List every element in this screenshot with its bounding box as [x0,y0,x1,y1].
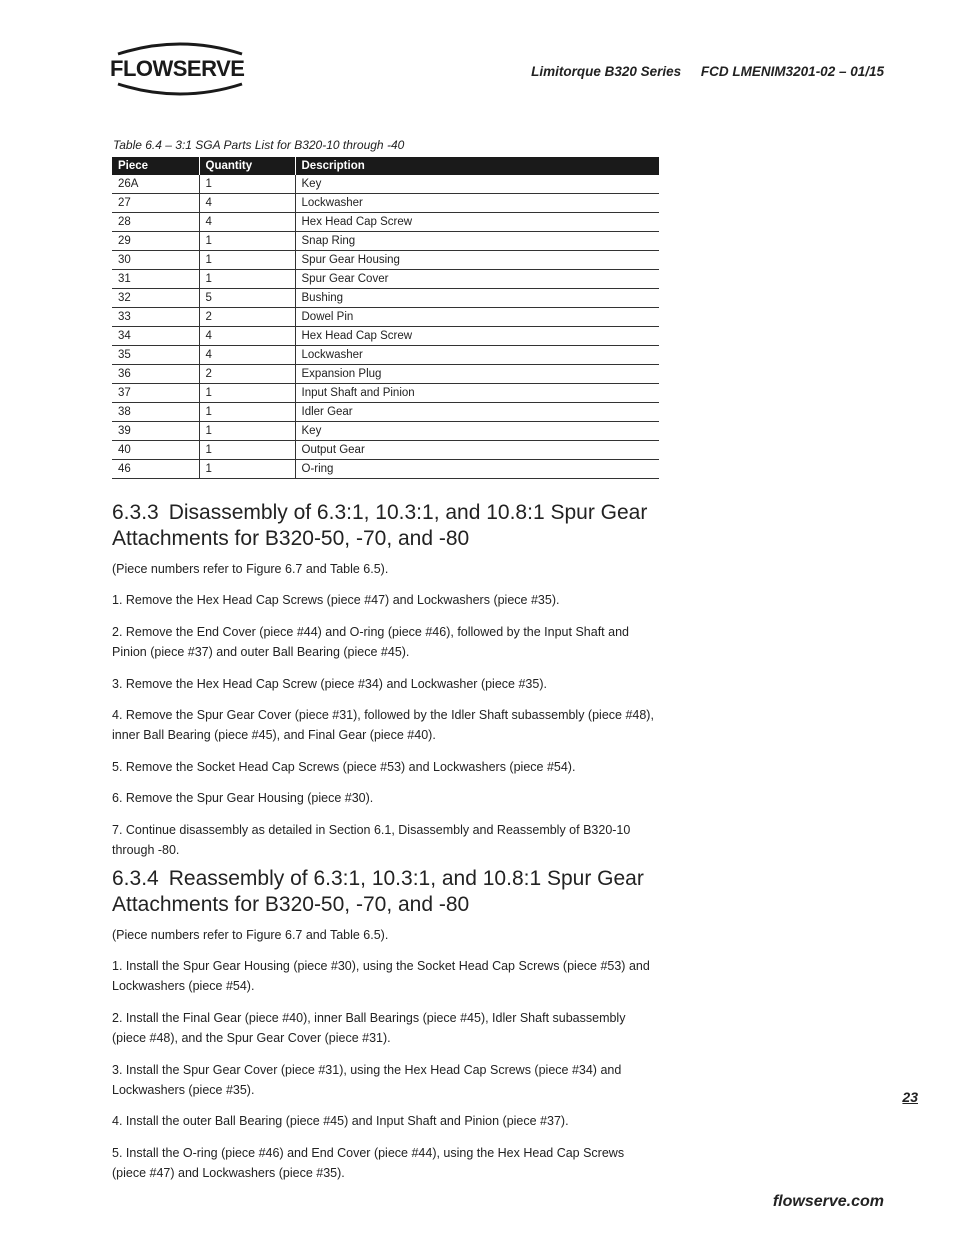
cell-quantity: 4 [199,327,295,346]
section-634-step-3: 3. Install the Spur Gear Cover (piece #31), using the Hex Head Cap Screws (piece #34) and Lockwashers (piece #35). [112,1063,622,1097]
section-633-title-line1: Disassembly of 6.3:1, 10.3:1, and 10.8:1 Spur Gear [168,501,648,524]
cell-piece: 28 [112,213,199,232]
cell-quantity: 2 [199,308,295,327]
cell-piece: 29 [112,232,199,251]
document-code: FCD LMENIM3201-02 – 01/15 [700,64,884,79]
cell-description: Hex Head Cap Screw [295,213,659,232]
cell-piece: 40 [112,441,199,460]
section-634-title-line1: Reassembly of 6.3:1, 10.3:1, and 10.8:1 Spur Gear [168,867,644,890]
cell-quantity: 4 [199,346,295,365]
logo-text: FLOWSERVE [110,56,245,81]
table-row [112,422,659,441]
table-row [112,441,659,460]
table-body [112,175,659,479]
cell-piece: 37 [112,384,199,403]
table-row [112,384,659,403]
column-header-quantity: Quantity [199,157,295,175]
table-row [112,289,659,308]
table-row [112,308,659,327]
section-633-step-5: 5. Remove the Socket Head Cap Screws (piece #53) and Lockwashers (piece #54). [112,760,576,774]
cell-piece: 31 [112,270,199,289]
cell-description: Bushing [295,289,659,308]
cell-description: Expansion Plug [295,365,659,384]
cell-piece: 46 [112,460,199,479]
cell-description: Input Shaft and Pinion [295,384,659,403]
cell-description: Lockwasher [295,194,659,213]
section-633-number: 6.3.3 [112,501,159,524]
section-634-step-5: 5. Install the O-ring (piece #46) and End Cover (piece #44), using the Hex Head Cap Screws (piece #47) and Lockwashers (piece #35). [112,1146,625,1180]
section-634-number: 6.3.4 [112,867,159,890]
cell-piece: 30 [112,251,199,270]
cell-quantity: 1 [199,251,295,270]
section-633-step-2: 2. Remove the End Cover (piece #44) and O-ring (piece #46), followed by the Input Shaft and Pinion (piece #37) and outer Ball Bearing (piece #45). [112,625,629,659]
section-633-step-3: 3. Remove the Hex Head Cap Screw (piece #34) and Lockwasher (piece #35). [112,677,547,691]
section-633-title-line2: Attachments for B320-50, -70, and -80 [112,527,470,550]
section-633-step-1: 1. Remove the Hex Head Cap Screws (piece #47) and Lockwashers (piece #35). [112,593,560,607]
cell-description: Idler Gear [295,403,659,422]
cell-quantity: 1 [199,422,295,441]
section-634-note: (Piece numbers refer to Figure 6.7 and Table 6.5). [112,928,389,942]
table-row [112,365,659,384]
section-633-step-4: 4. Remove the Spur Gear Cover (piece #31), followed by the Idler Shaft subassembly (piece #48), inner Ball Bearing (piece #45), and Final Gear (piece #40). [112,708,654,742]
cell-quantity: 1 [199,460,295,479]
cell-piece: 32 [112,289,199,308]
cell-quantity: 1 [199,403,295,422]
cell-quantity: 1 [199,384,295,403]
cell-quantity: 4 [199,194,295,213]
table-row [112,232,659,251]
cell-piece: 36 [112,365,199,384]
section-633-step-6: 6. Remove the Spur Gear Housing (piece #30). [112,791,374,805]
table-row [112,270,659,289]
flowserve-logo [110,40,250,96]
footer-url[interactable]: flowserve.com [772,1193,884,1210]
cell-description: Spur Gear Housing [295,251,659,270]
column-header-description: Description [295,157,659,175]
cell-piece: 35 [112,346,199,365]
section-634-step-1: 1. Install the Spur Gear Housing (piece #30), using the Socket Head Cap Screws (piece #53) and Lockwashers (piece #54). [112,959,650,993]
cell-piece: 39 [112,422,199,441]
section-634-title-line2: Attachments for B320-50, -70, and -80 [112,893,470,916]
table-row [112,346,659,365]
cell-description: Hex Head Cap Screw [295,327,659,346]
page-header [531,64,884,79]
table-row [112,194,659,213]
section-633-heading [112,500,672,552]
cell-piece: 27 [112,194,199,213]
cell-quantity: 1 [199,441,295,460]
table-row [112,327,659,346]
table-row [112,403,659,422]
cell-quantity: 1 [199,270,295,289]
cell-quantity: 2 [199,365,295,384]
table-header-row [112,157,659,175]
section-633-step-7: 7. Continue disassembly as detailed in Section 6.1, Disassembly and Reassembly of B320-10 through -80. [112,823,631,857]
cell-piece: 33 [112,308,199,327]
cell-description: O-ring [295,460,659,479]
cell-description: Dowel Pin [295,308,659,327]
table-caption: Table 6.4 – 3:1 SGA Parts List for B320-10 through -40 [113,138,405,152]
cell-description: Key [295,175,659,194]
cell-description: Snap Ring [295,232,659,251]
section-634-step-4: 4. Install the outer Ball Bearing (piece #45) and Input Shaft and Pinion (piece #37). [112,1114,569,1128]
column-header-piece: Piece [112,157,199,175]
cell-quantity: 1 [199,232,295,251]
cell-quantity: 4 [199,213,295,232]
table-row [112,213,659,232]
section-634-step-2: 2. Install the Final Gear (piece #40), inner Ball Bearings (piece #45), Idler Shaft subassembly (piece #48), and the Spur Gear Cover (piece #31). [112,1011,626,1045]
page-number: 23 [902,1089,918,1105]
cell-quantity: 1 [199,175,295,194]
table-row [112,251,659,270]
cell-description: Lockwasher [295,346,659,365]
cell-description: Output Gear [295,441,659,460]
cell-piece: 34 [112,327,199,346]
cell-description: Spur Gear Cover [295,270,659,289]
cell-piece: 26A [112,175,199,194]
cell-piece: 38 [112,403,199,422]
section-634-heading [112,866,672,918]
section-633-note: (Piece numbers refer to Figure 6.7 and Table 6.5). [112,562,389,576]
parts-table [112,157,659,479]
cell-quantity: 5 [199,289,295,308]
table-row [112,175,659,194]
cell-description: Key [295,422,659,441]
series-title: Limitorque B320 Series [531,64,682,79]
table-row [112,460,659,479]
